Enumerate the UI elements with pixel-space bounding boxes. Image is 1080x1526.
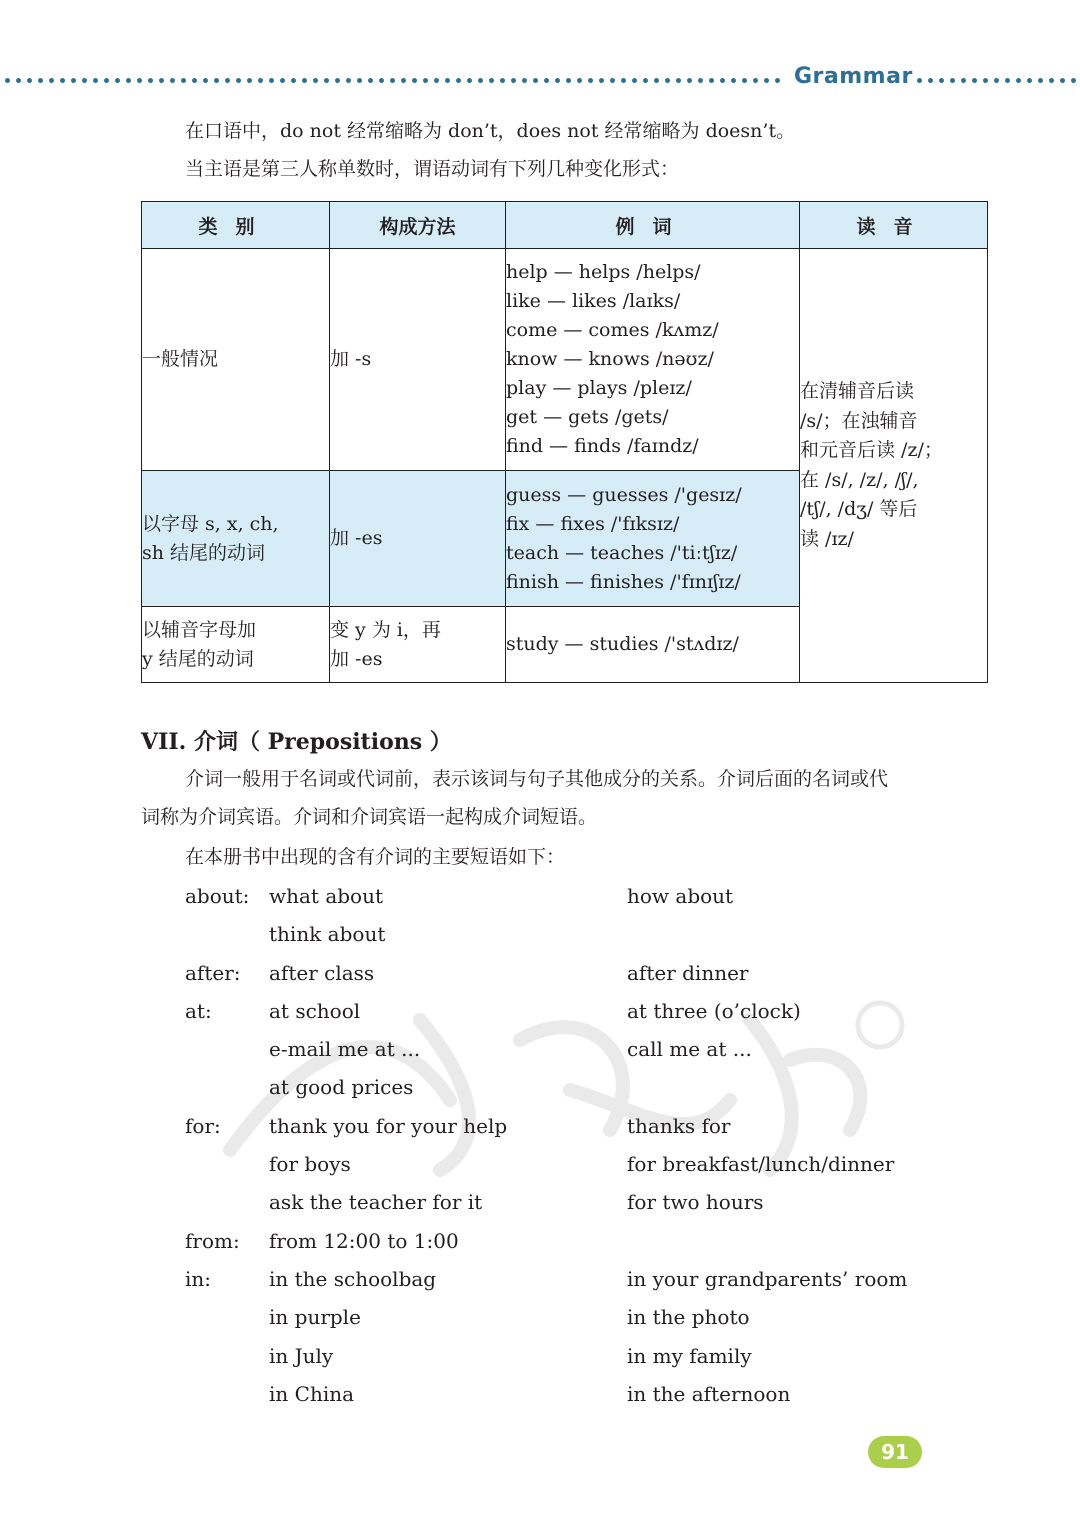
- example-line: come — comes /kʌmz/: [506, 319, 719, 341]
- phrase-b: in the photo: [627, 1305, 750, 1330]
- pronunciation-cell: [800, 249, 988, 683]
- table-row: [142, 249, 988, 471]
- category-cell: [142, 607, 330, 683]
- header-examples: 例词: [506, 202, 800, 249]
- phrase-b: for two hours: [627, 1190, 764, 1215]
- example-line: play — plays /pleɪz/: [506, 377, 692, 399]
- pronunciation-line: 读 /ɪz/: [800, 527, 854, 550]
- header-dots-right: [914, 77, 1080, 84]
- example-line: help — helps /helps/: [506, 261, 701, 283]
- phrase-b: for breakfast/lunch/dinner: [627, 1152, 895, 1177]
- category-line: y 结尾的动词: [142, 647, 254, 670]
- phrase-b: call me at ...: [627, 1037, 752, 1062]
- phrase-a: in the schoolbag: [269, 1266, 437, 1291]
- phrase-b: in the afternoon: [627, 1381, 791, 1406]
- page-header: [0, 62, 1080, 102]
- phrase-a: in July: [269, 1343, 334, 1368]
- pronunciation-line: /s/；在浊辅音: [800, 409, 918, 432]
- table-header-row: [142, 202, 988, 249]
- category-line: sh 结尾的动词: [142, 541, 266, 564]
- category-cell: [142, 471, 330, 607]
- preposition-key: from:: [185, 1228, 240, 1253]
- header-title: Grammar: [794, 64, 913, 89]
- pronunciation-line: /tʃ/, /dʒ/ 等后: [800, 498, 918, 520]
- example-line: study — studies /'stʌdɪz/: [506, 633, 739, 655]
- preposition-key: at:: [185, 998, 212, 1023]
- category-line: 以辅音字母加: [142, 618, 257, 641]
- header-method: 构成方法: [330, 202, 506, 249]
- method-cell: 加 -s: [330, 249, 506, 471]
- phrase-b: in your grandparents’ room: [627, 1266, 908, 1291]
- header-pronunciation: 读音: [800, 202, 988, 249]
- preposition-key: for:: [185, 1113, 221, 1138]
- pronunciation-line: 和元音后读 /z/；: [800, 439, 943, 461]
- examples-cell: [506, 607, 800, 683]
- phrase-a: in China: [269, 1381, 355, 1406]
- section-paragraph-1: 介词一般用于名词或代词前，表示该词与句子其他成分的关系。介词后面的名词或代: [185, 768, 889, 790]
- pronunciation-line: 在 /s/, /z/, /ʃ/,: [800, 468, 919, 491]
- phrase-a: thank you for your help: [269, 1113, 508, 1138]
- phrase-b: after dinner: [627, 960, 749, 985]
- phrase-a: for boys: [269, 1152, 351, 1177]
- preposition-key: in:: [185, 1266, 212, 1291]
- category-line: 以字母 s, x, ch,: [142, 512, 279, 535]
- phrase-a: at school: [269, 998, 361, 1023]
- phrase-a: at good prices: [269, 1075, 414, 1100]
- example-line: find — finds /faɪndz/: [506, 435, 699, 457]
- header-dots-left: [2, 77, 784, 84]
- header-category: 类别: [142, 202, 330, 249]
- phrase-a: e-mail me at ...: [269, 1037, 421, 1062]
- phrase-a: in purple: [269, 1305, 361, 1330]
- category-cell: 一般情况: [142, 249, 330, 471]
- phrase-a: ask the teacher for it: [269, 1190, 483, 1215]
- section-title: VII. 介词（ Prepositions ）: [141, 729, 452, 755]
- phrase-b: in my family: [627, 1343, 752, 1368]
- example-line: like — likes /laɪks/: [506, 290, 681, 312]
- section-paragraph-3: 在本册书中出现的含有介词的主要短语如下：: [185, 846, 566, 868]
- examples-cell: [506, 249, 800, 471]
- phrase-b: how about: [627, 884, 734, 908]
- phrase-a: what about: [269, 884, 384, 908]
- examples-cell: [506, 471, 800, 607]
- phrase-b: at three (o’clock): [627, 998, 801, 1023]
- method-cell: [330, 607, 506, 683]
- phrase-b: thanks for: [627, 1113, 731, 1138]
- example-line: know — knows /nəʊz/: [506, 348, 714, 370]
- preposition-key: after:: [185, 960, 241, 985]
- pronunciation-line: 在清辅音后读: [800, 380, 915, 402]
- phrase-a: after class: [269, 960, 375, 985]
- intro-paragraph-1: 在口语中，do not 经常缩略为 don’t，does not 经常缩略为 doesn’t。: [185, 120, 796, 142]
- example-line: finish — finishes /'fɪnɪʃɪz/: [506, 570, 741, 593]
- example-line: get — gets /gets/: [506, 406, 669, 428]
- method-cell: 加 -es: [330, 471, 506, 607]
- example-line: teach — teaches /'tiːtʃɪz/: [506, 541, 738, 564]
- page-number-badge: 91: [868, 1436, 922, 1468]
- example-line: fix — fixes /'fɪksɪz/: [506, 512, 680, 535]
- method-line: 变 y 为 i，再: [330, 618, 441, 641]
- section-paragraph-2: 词称为介词宾语。介词和介词宾语一起构成介词短语。: [141, 806, 598, 828]
- example-line: guess — guesses /'gesɪz/: [506, 483, 742, 506]
- preposition-key: about:: [185, 884, 250, 908]
- phrase-a: think about: [269, 922, 386, 947]
- phrase-a: from 12:00 to 1:00: [269, 1228, 459, 1253]
- method-line: 加 -es: [330, 647, 383, 670]
- intro-paragraph-2: 当主语是第三人称单数时，谓语动词有下列几种变化形式：: [185, 158, 680, 180]
- verb-forms-table: [141, 201, 988, 683]
